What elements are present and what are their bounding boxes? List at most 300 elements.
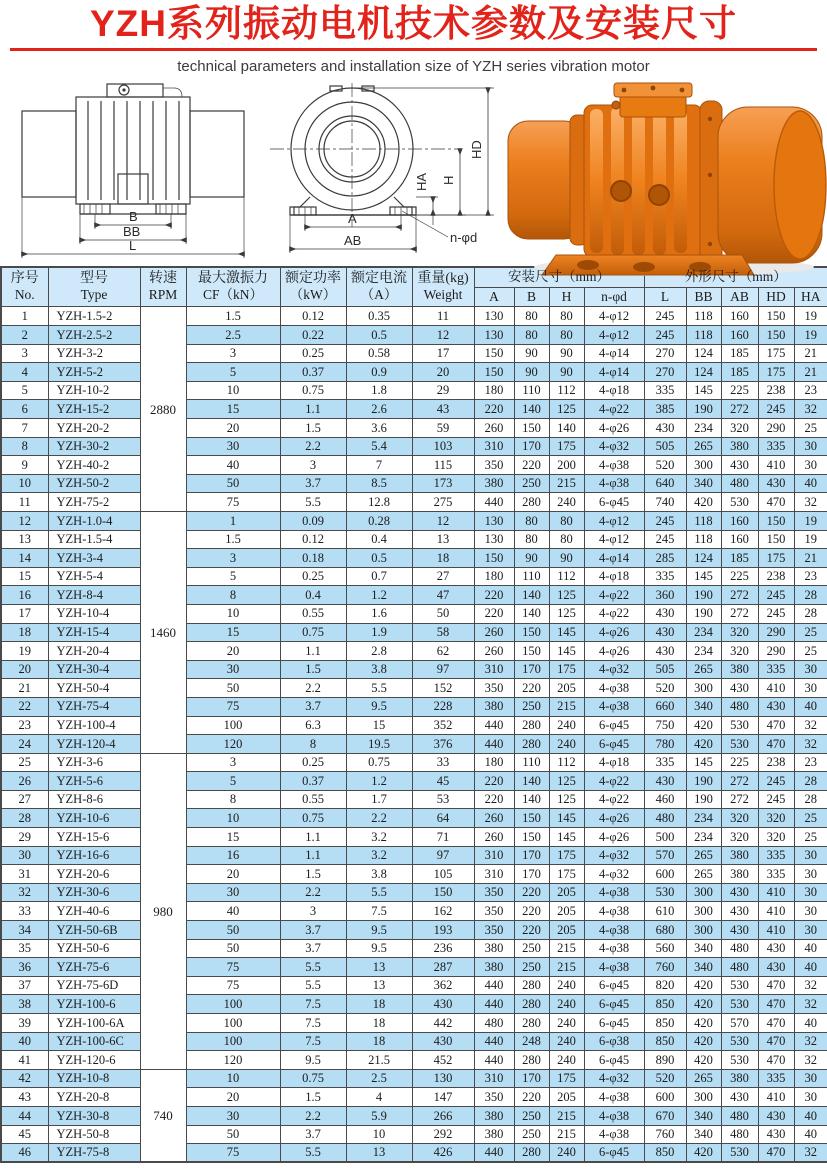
cell-value: 12.8 <box>346 493 412 512</box>
cell-value: 0.28 <box>346 511 412 530</box>
cell-value: 6-φ45 <box>584 493 644 512</box>
cell-value: 4-φ14 <box>584 363 644 382</box>
cell-type: YZH-10-6 <box>48 809 140 828</box>
cell-value: 350 <box>474 902 514 921</box>
cell-value: 12 <box>412 326 474 345</box>
table-row <box>1 549 827 568</box>
cell-value: 145 <box>549 623 584 642</box>
cell-value: 3.6 <box>346 419 412 438</box>
cell-value: 16 <box>186 846 280 865</box>
cell-value: 30 <box>794 902 827 921</box>
cell-value: 118 <box>686 530 721 549</box>
cell-value: 470 <box>758 1051 794 1070</box>
cell-value: 335 <box>644 753 686 772</box>
cell-value: 30 <box>186 883 280 902</box>
cell-value: 420 <box>686 1051 721 1070</box>
cell-no: 30 <box>1 846 48 865</box>
cell-value: 30 <box>794 883 827 902</box>
cell-value: 185 <box>721 363 758 382</box>
table-row <box>1 679 827 698</box>
cell-value: 285 <box>644 549 686 568</box>
cell-value: 175 <box>549 1069 584 1088</box>
cell-value: 520 <box>644 456 686 475</box>
cell-value: 238 <box>758 753 794 772</box>
cell-value: 118 <box>686 307 721 326</box>
table-row <box>1 921 827 940</box>
cell-value: 205 <box>549 883 584 902</box>
cell-value: 360 <box>644 586 686 605</box>
cell-value: 245 <box>758 604 794 623</box>
cell-value: 335 <box>758 865 794 884</box>
cell-value: 680 <box>644 921 686 940</box>
cell-value: 30 <box>794 1069 827 1088</box>
cell-type: YZH-15-4 <box>48 623 140 642</box>
table-row <box>1 902 827 921</box>
cell-no: 39 <box>1 1014 48 1033</box>
cell-value: 118 <box>686 326 721 345</box>
cell-value: 320 <box>721 419 758 438</box>
cell-value: 140 <box>514 604 549 623</box>
cell-value: 240 <box>549 1051 584 1070</box>
cell-value: 220 <box>514 921 549 940</box>
cell-rpm: 740 <box>140 1069 186 1162</box>
cell-value: 28 <box>794 604 827 623</box>
cell-value: 4-φ38 <box>584 456 644 475</box>
cell-value: 1.5 <box>186 530 280 549</box>
cell-value: 5.5 <box>280 493 346 512</box>
cell-value: 238 <box>758 381 794 400</box>
cell-no: 3 <box>1 344 48 363</box>
cell-value: 28 <box>794 586 827 605</box>
cell-value: 0.22 <box>280 326 346 345</box>
col-header-HD: HD <box>758 287 794 307</box>
cell-value: 3 <box>280 456 346 475</box>
cell-no: 32 <box>1 883 48 902</box>
cell-value: 240 <box>549 976 584 995</box>
table-row <box>1 976 827 995</box>
cell-value: 480 <box>721 474 758 493</box>
cell-value: 430 <box>721 883 758 902</box>
cell-value: 335 <box>758 660 794 679</box>
cell-value: 760 <box>644 1125 686 1144</box>
cell-value: 0.75 <box>280 809 346 828</box>
cell-value: 320 <box>721 809 758 828</box>
cell-value: 430 <box>758 1125 794 1144</box>
cell-no: 22 <box>1 697 48 716</box>
cell-value: 280 <box>514 716 549 735</box>
table-row <box>1 400 827 419</box>
cell-value: 280 <box>514 1144 549 1163</box>
cell-value: 248 <box>514 1032 549 1051</box>
cell-value: 205 <box>549 902 584 921</box>
cell-value: 175 <box>758 363 794 382</box>
cell-value: 245 <box>644 326 686 345</box>
cell-value: 3 <box>186 344 280 363</box>
cell-value: 420 <box>686 1032 721 1051</box>
cell-value: 4-φ32 <box>584 660 644 679</box>
cell-value: 9.5 <box>346 697 412 716</box>
cell-value: 280 <box>514 1051 549 1070</box>
cell-value: 300 <box>686 456 721 475</box>
cell-type: YZH-15-2 <box>48 400 140 419</box>
cell-value: 90 <box>549 344 584 363</box>
table-row <box>1 753 827 772</box>
cell-no: 28 <box>1 809 48 828</box>
cell-value: 300 <box>686 679 721 698</box>
col-header-HA: HA <box>794 287 827 307</box>
dim-label-a: A <box>348 210 357 226</box>
cell-value: 28 <box>794 772 827 791</box>
cell-no: 41 <box>1 1051 48 1070</box>
cell-value: 352 <box>412 716 474 735</box>
cell-value: 480 <box>721 1125 758 1144</box>
table-row <box>1 790 827 809</box>
cell-value: 470 <box>758 735 794 754</box>
cell-no: 11 <box>1 493 48 512</box>
cell-value: 0.18 <box>280 549 346 568</box>
table-row <box>1 772 827 791</box>
dim-label-hd: HD <box>469 139 484 159</box>
cell-value: 220 <box>474 400 514 419</box>
table-row <box>1 865 827 884</box>
cell-value: 175 <box>549 846 584 865</box>
cell-value: 4-φ12 <box>584 530 644 549</box>
cell-value: 130 <box>474 511 514 530</box>
col-header-H: H <box>549 287 584 307</box>
cell-value: 220 <box>474 772 514 791</box>
cell-value: 410 <box>758 456 794 475</box>
cell-value: 215 <box>549 474 584 493</box>
cell-value: 240 <box>549 995 584 1014</box>
cell-value: 25 <box>794 419 827 438</box>
cell-value: 610 <box>644 902 686 921</box>
cell-value: 1.6 <box>346 604 412 623</box>
cell-value: 7.5 <box>280 1032 346 1051</box>
cell-value: 0.35 <box>346 307 412 326</box>
cell-value: 20 <box>186 642 280 661</box>
cell-value: 250 <box>514 474 549 493</box>
table-row <box>1 437 827 456</box>
cell-value: 350 <box>474 921 514 940</box>
cell-value: 340 <box>686 697 721 716</box>
cell-type: YZH-3-2 <box>48 344 140 363</box>
cell-value: 11 <box>412 307 474 326</box>
cell-value: 9.5 <box>346 939 412 958</box>
cell-value: 13 <box>412 530 474 549</box>
col-header-B: B <box>514 287 549 307</box>
cell-value: 430 <box>721 921 758 940</box>
cell-value: 4-φ12 <box>584 326 644 345</box>
cell-value: 340 <box>686 474 721 493</box>
cell-type: YZH-50-4 <box>48 679 140 698</box>
cell-value: 430 <box>758 697 794 716</box>
col-group-install: 安装尺寸（mm） <box>474 267 644 287</box>
cell-value: 272 <box>721 772 758 791</box>
cell-value: 0.25 <box>280 567 346 586</box>
cell-value: 71 <box>412 828 474 847</box>
cell-value: 430 <box>721 679 758 698</box>
cell-value: 4-φ26 <box>584 828 644 847</box>
cell-no: 6 <box>1 400 48 419</box>
dim-label-b: B <box>129 208 138 224</box>
dim-label-bb: BB <box>123 223 141 239</box>
cell-type: YZH-50-2 <box>48 474 140 493</box>
cell-value: 75 <box>186 1144 280 1163</box>
cell-value: 190 <box>686 790 721 809</box>
cell-type: YZH-1.0-4 <box>48 511 140 530</box>
cell-value: 5 <box>186 363 280 382</box>
spec-table-header <box>1 267 827 307</box>
cell-type: YZH-8-4 <box>48 586 140 605</box>
cell-value: 320 <box>721 642 758 661</box>
cell-value: 80 <box>549 326 584 345</box>
dimension-drawing-side-view <box>14 79 252 266</box>
cell-value: 0.9 <box>346 363 412 382</box>
cell-value: 530 <box>721 976 758 995</box>
table-row <box>1 604 827 623</box>
cell-value: 3.7 <box>280 474 346 493</box>
cell-value: 340 <box>686 958 721 977</box>
cell-value: 32 <box>794 1032 827 1051</box>
cell-value: 3.2 <box>346 846 412 865</box>
cell-value: 4-φ12 <box>584 511 644 530</box>
cell-value: 19 <box>794 307 827 326</box>
cell-value: 410 <box>758 883 794 902</box>
cell-rpm: 1460 <box>140 511 186 753</box>
cell-value: 28 <box>794 790 827 809</box>
cell-value: 272 <box>721 790 758 809</box>
cell-value: 12 <box>412 511 474 530</box>
cell-value: 205 <box>549 921 584 940</box>
cell-value: 265 <box>686 865 721 884</box>
cell-value: 430 <box>644 623 686 642</box>
cell-value: 660 <box>644 697 686 716</box>
cell-value: 175 <box>758 549 794 568</box>
cell-value: 4-φ38 <box>584 474 644 493</box>
cell-value: 310 <box>474 437 514 456</box>
cell-value: 480 <box>721 697 758 716</box>
cell-value: 3 <box>186 753 280 772</box>
cell-value: 442 <box>412 1014 474 1033</box>
cell-value: 250 <box>514 1106 549 1125</box>
cell-no: 29 <box>1 828 48 847</box>
cell-value: 0.5 <box>346 549 412 568</box>
cell-value: 150 <box>514 623 549 642</box>
cell-type: YZH-30-6 <box>48 883 140 902</box>
cell-value: 190 <box>686 604 721 623</box>
cell-value: 30 <box>186 660 280 679</box>
cell-value: 420 <box>686 1014 721 1033</box>
cell-value: 240 <box>549 1144 584 1163</box>
cell-no: 17 <box>1 604 48 623</box>
cell-no: 42 <box>1 1069 48 1088</box>
cell-value: 6-φ45 <box>584 735 644 754</box>
cell-value: 5.9 <box>346 1106 412 1125</box>
cell-value: 140 <box>514 790 549 809</box>
cell-no: 10 <box>1 474 48 493</box>
table-row <box>1 474 827 493</box>
cell-value: 90 <box>514 344 549 363</box>
cell-value: 4-φ26 <box>584 809 644 828</box>
table-row <box>1 344 827 363</box>
cell-value: 460 <box>644 790 686 809</box>
cell-value: 420 <box>686 493 721 512</box>
cell-value: 112 <box>549 753 584 772</box>
cell-value: 5.4 <box>346 437 412 456</box>
cell-value: 124 <box>686 344 721 363</box>
cell-type: YZH-2.5-2 <box>48 326 140 345</box>
col-header-A: A <box>474 287 514 307</box>
cell-value: 300 <box>686 921 721 940</box>
cell-value: 260 <box>474 828 514 847</box>
cell-value: 225 <box>721 753 758 772</box>
cell-value: 270 <box>644 344 686 363</box>
cell-value: 130 <box>474 530 514 549</box>
cell-value: 103 <box>412 437 474 456</box>
cell-value: 560 <box>644 939 686 958</box>
table-row <box>1 697 827 716</box>
cell-no: 34 <box>1 921 48 940</box>
cell-type: YZH-20-6 <box>48 865 140 884</box>
cell-value: 600 <box>644 1088 686 1107</box>
cell-value: 5 <box>186 772 280 791</box>
cell-value: 440 <box>474 995 514 1014</box>
cell-value: 340 <box>686 939 721 958</box>
cell-value: 600 <box>644 865 686 884</box>
cell-type: YZH-8-6 <box>48 790 140 809</box>
table-row <box>1 1069 827 1088</box>
product-photo <box>504 79 827 284</box>
cell-value: 160 <box>721 326 758 345</box>
cell-value: 21 <box>794 344 827 363</box>
cell-no: 45 <box>1 1125 48 1144</box>
table-row <box>1 995 827 1014</box>
cell-value: 124 <box>686 363 721 382</box>
table-row <box>1 1106 827 1125</box>
cell-value: 125 <box>549 604 584 623</box>
cell-value: 410 <box>758 902 794 921</box>
cell-value: 50 <box>186 939 280 958</box>
cell-no: 18 <box>1 623 48 642</box>
cell-value: 20 <box>186 865 280 884</box>
cell-value: 300 <box>686 902 721 921</box>
cell-value: 30 <box>794 437 827 456</box>
cell-value: 80 <box>549 511 584 530</box>
col-header-rpm: 转速 RPM <box>140 267 186 307</box>
cell-value: 890 <box>644 1051 686 1070</box>
cell-value: 147 <box>412 1088 474 1107</box>
cell-value: 173 <box>412 474 474 493</box>
cell-value: 29 <box>412 381 474 400</box>
cell-value: 150 <box>514 642 549 661</box>
col-header-L: L <box>644 287 686 307</box>
cell-value: 6-φ45 <box>584 1144 644 1163</box>
cell-no: 20 <box>1 660 48 679</box>
cell-no: 37 <box>1 976 48 995</box>
table-row <box>1 456 827 475</box>
cell-value: 520 <box>644 679 686 698</box>
cell-value: 215 <box>549 697 584 716</box>
cell-value: 47 <box>412 586 474 605</box>
cell-value: 6-φ38 <box>584 1032 644 1051</box>
cell-value: 180 <box>474 567 514 586</box>
cell-value: 1.2 <box>346 772 412 791</box>
table-row <box>1 846 827 865</box>
col-header-no: 序号 No. <box>1 267 48 307</box>
cell-value: 100 <box>186 995 280 1014</box>
cell-value: 10 <box>186 381 280 400</box>
table-row <box>1 623 827 642</box>
cell-value: 2.5 <box>186 326 280 345</box>
cell-value: 4-φ22 <box>584 400 644 419</box>
table-row <box>1 493 827 512</box>
cell-value: 2.5 <box>346 1069 412 1088</box>
cell-value: 4-φ22 <box>584 604 644 623</box>
cell-value: 110 <box>514 567 549 586</box>
cell-value: 530 <box>721 995 758 1014</box>
cell-value: 0.7 <box>346 567 412 586</box>
cell-value: 215 <box>549 939 584 958</box>
cell-type: YZH-30-2 <box>48 437 140 456</box>
cell-value: 40 <box>794 958 827 977</box>
cell-value: 4-φ14 <box>584 344 644 363</box>
cell-value: 440 <box>474 735 514 754</box>
cell-value: 530 <box>721 1051 758 1070</box>
cell-value: 280 <box>514 493 549 512</box>
cell-value: 3 <box>186 549 280 568</box>
cell-value: 440 <box>474 1032 514 1051</box>
cell-value: 3.8 <box>346 660 412 679</box>
cell-value: 4-φ26 <box>584 642 644 661</box>
cell-value: 25 <box>794 642 827 661</box>
cell-value: 110 <box>514 753 549 772</box>
cell-value: 10 <box>346 1125 412 1144</box>
cell-value: 4-φ18 <box>584 567 644 586</box>
cell-value: 145 <box>549 642 584 661</box>
cell-value: 670 <box>644 1106 686 1125</box>
cell-value: 480 <box>721 958 758 977</box>
cell-value: 4-φ38 <box>584 697 644 716</box>
cell-value: 170 <box>514 1069 549 1088</box>
cell-no: 9 <box>1 456 48 475</box>
cell-value: 380 <box>721 660 758 679</box>
cell-value: 270 <box>644 363 686 382</box>
cell-value: 234 <box>686 642 721 661</box>
cell-value: 25 <box>794 623 827 642</box>
cell-value: 265 <box>686 660 721 679</box>
spec-table <box>0 266 827 1164</box>
cell-no: 21 <box>1 679 48 698</box>
cell-value: 5.5 <box>280 1144 346 1163</box>
spec-table-section <box>0 264 827 1164</box>
cell-value: 175 <box>549 865 584 884</box>
cell-value: 15 <box>186 828 280 847</box>
col-header-power: 额定功率 （kW） <box>280 267 346 307</box>
cell-value: 8 <box>186 790 280 809</box>
cell-value: 140 <box>549 419 584 438</box>
cell-value: 190 <box>686 586 721 605</box>
cell-type: YZH-120-6 <box>48 1051 140 1070</box>
cell-value: 32 <box>794 735 827 754</box>
cell-value: 25 <box>794 809 827 828</box>
cell-value: 430 <box>644 642 686 661</box>
cell-type: YZH-3-4 <box>48 549 140 568</box>
cell-value: 220 <box>474 604 514 623</box>
cell-no: 46 <box>1 1144 48 1163</box>
cell-value: 100 <box>186 1032 280 1051</box>
cell-value: 385 <box>644 400 686 419</box>
cell-value: 185 <box>721 549 758 568</box>
